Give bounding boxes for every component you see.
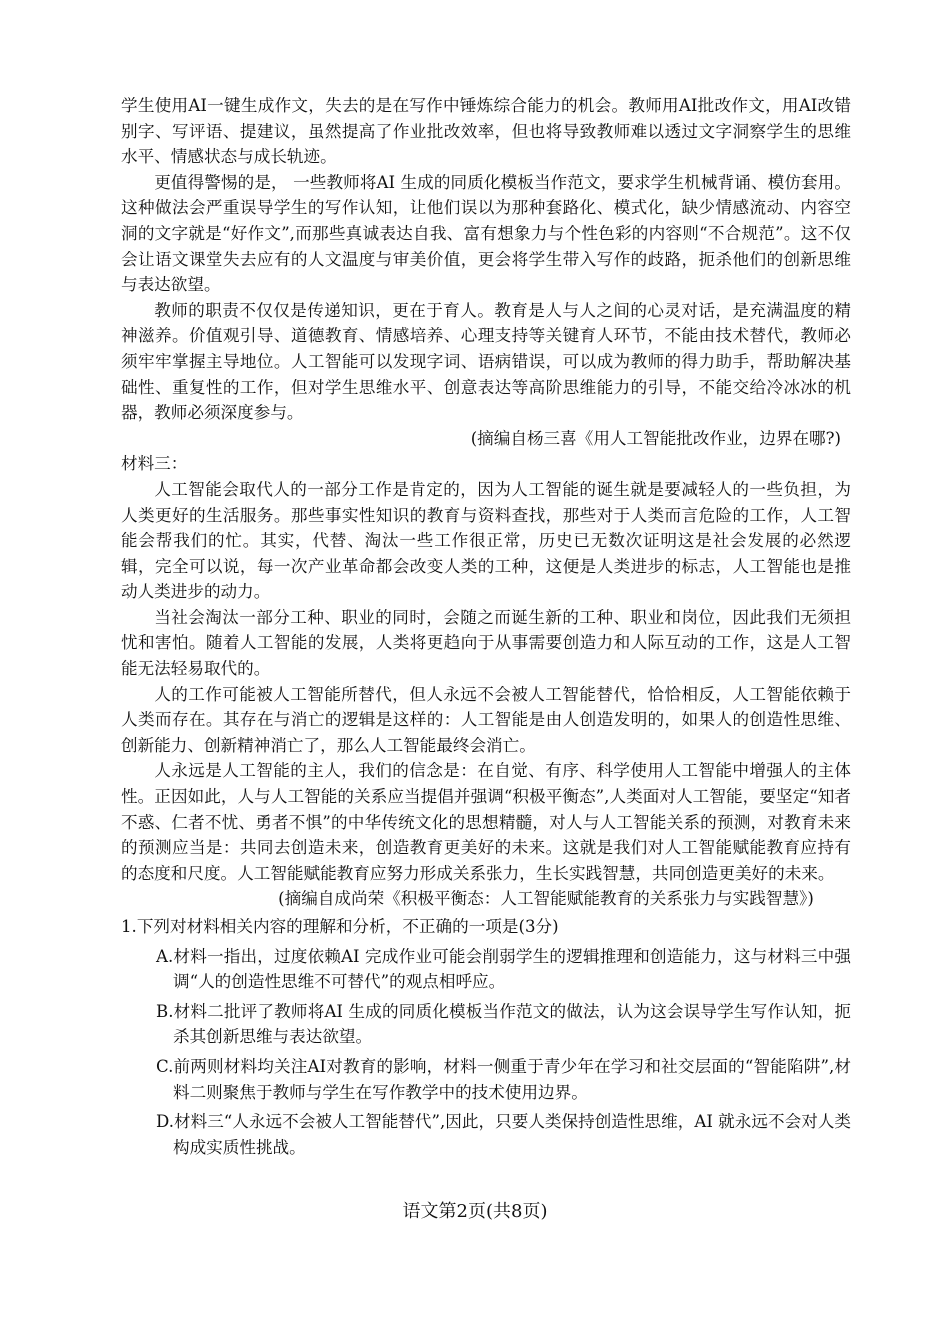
paragraph: 更值得警惕的是， 一些教师将AI 生成的同质化模板当作范文，要求学生机械背诵、模仿套用。这种做法会严重误导学生的写作认知，让他们误以为那种套路化、模式化，缺少情感流动、内容空洞的文字就是“好作文”,而那些真诚表达自我、富有想象力与个性色彩的内容则“不合规范”。这不仅会让语文课堂失去应有的人文温度与审美价值，更会将学生带入写作的歧路，扼杀他们的创新思维与表达欲望。 [121,172,851,295]
option-b: B.材料二批评了教师将AI 生成的同质化模板当作范文的做法，认为这会误导学生写作认知，扼杀其创新思维与表达欲望。 [156,1001,851,1047]
page-content [121,93,851,1160]
material3-heading: 材料三： [121,454,188,474]
paragraph: 人工智能会取代人的一部分工作是肯定的，因为人工智能的诞生就是要减轻人的一些负担，为人类更好的生活服务。那些事实性知识的教育与资料查找，那些对于人类而言危险的工作，人工智能会帮我们的忙。其实，代替、淘汰一些工作很正常，历史已无数次证明这是社会发展的必然逻辑，完全可以说，每一次产业革命都会改变人类的工种，这便是人类进步的标志，人工智能也是推动人类进步的动力。 [121,479,851,602]
paragraph: 当社会淘汰一部分工种、职业的同时，会随之而诞生新的工种、职业和岗位，因此我们无须担忧和害怕。随着人工智能的发展，人类将更趋向于从事需要创造力和人际互动的工作，这是人工智能无法轻易取代的。 [121,607,851,679]
paragraph: 人永远是人工智能的主人，我们的信念是：在自觉、有序、科学使用人工智能中增强人的主体性。正因如此，人与人工智能的关系应当提倡并强调“积极平衡态”,人类面对人工智能，要坚定“知者不惑、仁者不忧、勇者不惧”的中华传统文化的思想精髓，对人与人工智能关系的预测，对教育未来的预测应当是：共同去创造未来，创造教育更美好的未来。这就是我们对人工智能赋能教育应持有的态度和尺度。人工智能赋能教育应努力形成关系张力，生长实践智慧，共同创造更美好的未来。 [121,761,851,883]
question-1-stem: 1.下列对材料相关内容的理解和分析，不正确的一项是(3分) [121,917,559,936]
source-citation-material3: (摘编自成尚荣《积极平衡态：人工智能赋能教育的关系张力与实践智慧》) [278,889,814,909]
paragraph: 人的工作可能被人工智能所替代，但人永远不会被人工智能替代，恰恰相反，人工智能依赖于人类而存在。其存在与消亡的逻辑是这样的：人工智能是由人创造发明的，如果人的创造性思维、创新能力、创新精神消亡了，那么人工智能最终会消亡。 [121,684,851,755]
option-d: D.材料三“人永远不会被人工智能替代”,因此，只要人类保持创造性思维，AI 就永远不会对人类构成实质性挑战。 [156,1112,851,1157]
paragraph-continued: 学生使用AI一键生成作文，失去的是在写作中锤炼综合能力的机会。教师用AI批改作文，用AI改错别字、写评语、提建议，虽然提高了作业批改效率，但也将导致教师难以透过文字洞察学生的思维水平、情感状态与成长轨迹。 [121,96,851,167]
paragraph: 教师的职责不仅仅是传递知识，更在于育人。教育是人与人之间的心灵对话，是充满温度的精神滋养。价值观引导、道德教育、情感培养、心理支持等关键育人环节，不能由技术替代，教师必须牢牢掌握主导地位。人工智能可以发现字词、语病错误，可以成为教师的得力助手，帮助解决基础性、重复性的工作，但对学生思维水平、创意表达等高阶思维能力的引导，不能交给冷冰冰的机器，教师必须深度参与。 [121,300,851,423]
page-footer: 语文第2页(共8页) [402,1201,548,1222]
option-a: A.材料一指出，过度依赖AI 完成作业可能会削弱学生的逻辑推理和创造能力，这与材料三中强调“人的创造性思维不可替代”的观点相呼应。 [156,946,851,992]
option-c: C.前两则材料均关注AI对教育的影响，材料一侧重于青少年在学习和社交层面的“智能陷阱”,材料二则聚焦于教师与学生在写作教学中的技术使用边界。 [156,1056,851,1102]
source-citation-material2: (摘编自杨三喜《用人工智能批改作业，边界在哪?) [470,428,841,448]
